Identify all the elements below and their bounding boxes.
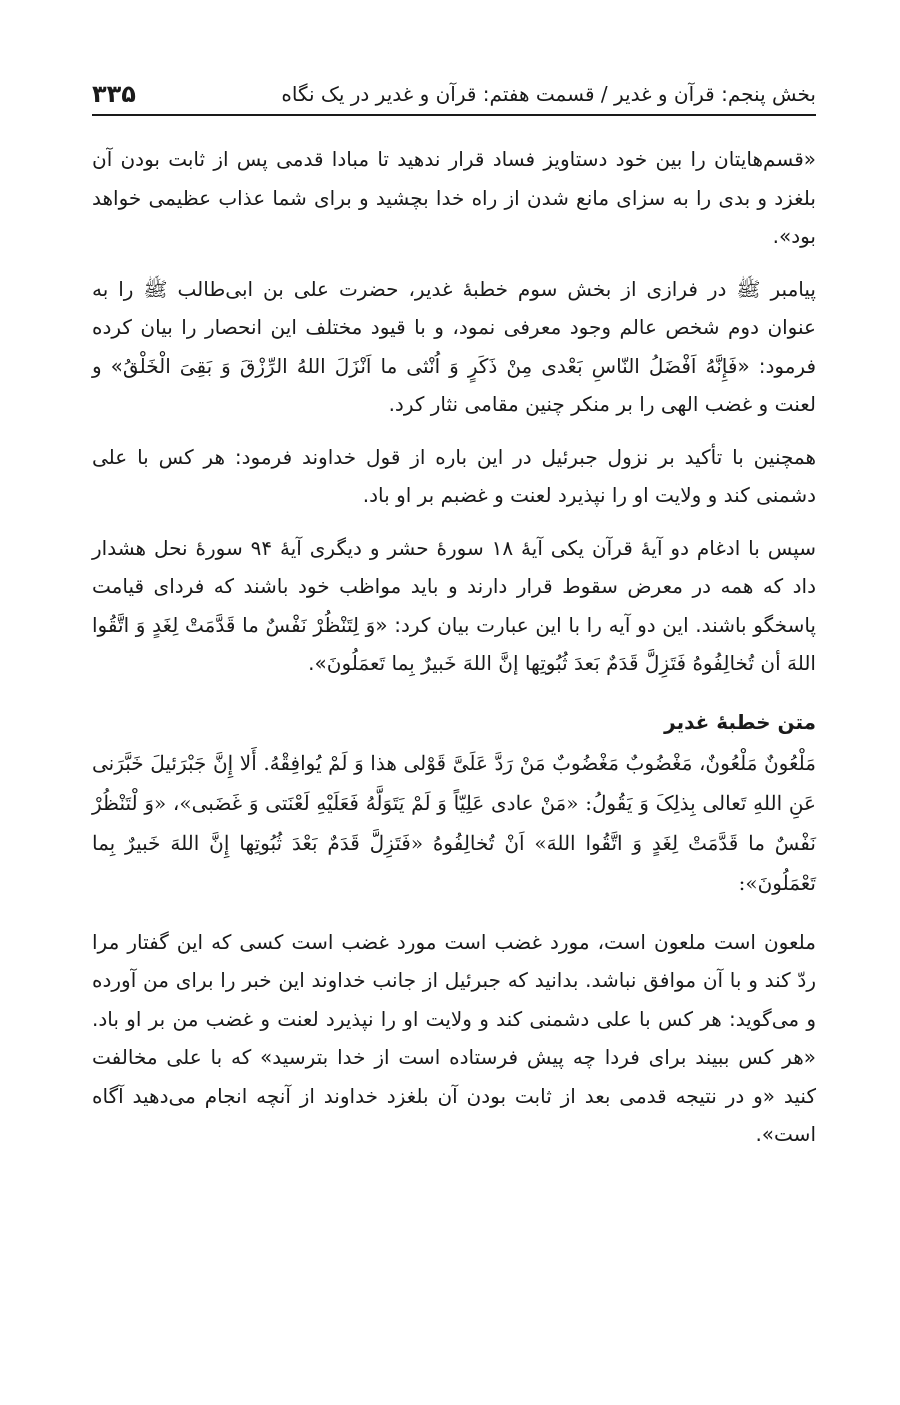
paragraph-two-verses: سپس با ادغام دو آیهٔ قرآن یکی آیهٔ ۱۸ سورهٔ حشر و دیگری آیهٔ ۹۴ سورهٔ نحل هشدار داد که همه در معرض سقوط قرار دارند و باید مواظب خود باشند که فردای قیامت پاسخگو باشند. این دو آیه را با این عبارت بیان کرد: «وَ لِتَنْظُرْ نَفْسٌ ما قَدَّمَتْ لِغَدٍ وَ اتَّقُوا اللهَ أن تُخالِفُوهُ فَتَزِلَّ قَدَمٌ بَعدَ ثُبُوتِها إنَّ اللهَ خَبیرٌ بِما تَعمَلُونَ».	[92, 535, 816, 675]
paragraph-quran-quote: «قسم‌هایتان را بین خود دستاویز فساد قرار ندهید تا مبادا قدمی پس از ثابت بودن آن بلغزد و بدی را به سزای مانع شدن از راه خدا بچشید و برای شما عذاب عظیمی خواهد بود».	[92, 147, 816, 248]
book-page	[92, 60, 816, 1168]
paragraph-gabriel-emphasis: همچنین با تأکید بر نزول جبرئیل در این باره از قول خداوند فرمود: هر کس با علی دشمنی کند و ولایت او را نپذیرد لعنت و غضبم بر او باد.	[92, 444, 816, 507]
section-heading: متن خطبهٔ غدیر	[664, 709, 816, 734]
page-body	[92, 140, 816, 1154]
page-number: ۳۳۵	[92, 80, 136, 108]
sermon-arabic-text: مَلْعُونٌ مَلْعُونٌ، مَغْضُوبٌ مَغْضُوبٌ مَنْ رَدَّ عَلَیَّ قَوْلی هذا وَ لَمْ یُوافِقْهُ. أَلا إِنَّ جَبْرَئیلَ خَبَّرَنی عَنِ اللهِ تَعالی بِذلِکَ وَ یَقُولُ: «مَنْ عادی عَلِیّاً وَ لَمْ یَتَوَلَّهُ فَعَلَیْهِ لَعْنَتی وَ غَضَبی»، «وَ لْتَنْظُرْ نَفْسٌ ما قَدَّمَتْ لِغَدٍ وَ اتَّقُوا اللهَ» اَنْ تُخالِفُوهُ «فَتَزِلَّ قَدَمٌ بَعْدَ ثُبُوتِها إِنَّ اللهَ خَبیرٌ بِما تَعْمَلُونَ»:	[92, 750, 816, 895]
paragraph-prophet-introduction: پیامبر ﷺ در فرازی از بخش سوم خطبهٔ غدیر، حضرت علی بن ابی‌طالب ﷺ را به عنوان دوم شخص عالم وجود معرفی نمود، و با قیود مختلف این انحصار را بیان کرده فرمود: «فَإِنَّهُ اَفْضَلُ النّاسِ بَعْدی مِنْ ذَکَرٍ وَ اُنْثی ما اَنْزَلَ اللهُ الرِّزْقَ وَ بَقِیَ الْخَلْقُ» و لعنت و غضب الهی را بر منکر چنین مقامی نثار کرد.	[92, 276, 816, 416]
sermon-translation: ملعون است ملعون است، مورد غضب است مورد غضب است کسی که این گفتار مرا ردّ کند و با آن موافق نباشد. بدانید که جبرئیل از جانب خداوند این خبر را برای من آورده و می‌گوید: هر کس با علی دشمنی کند و ولایت او را نپذیرد لعنت و غضب من بر او باد. «هر کس ببیند برای فردا چه پیش فرستاده است از خدا بترسید» که با علی مخالفت کنید «و در نتیجه قدمی بعد از ثابت بودن آن بلغزد خداوند از آنچه انجام می‌دهید آگاه است».	[92, 929, 816, 1146]
running-title: بخش پنجم: قرآن و غدیر / قسمت هفتم: قرآن و غدیر در یک نگاه	[281, 82, 816, 106]
page-header	[92, 60, 816, 116]
